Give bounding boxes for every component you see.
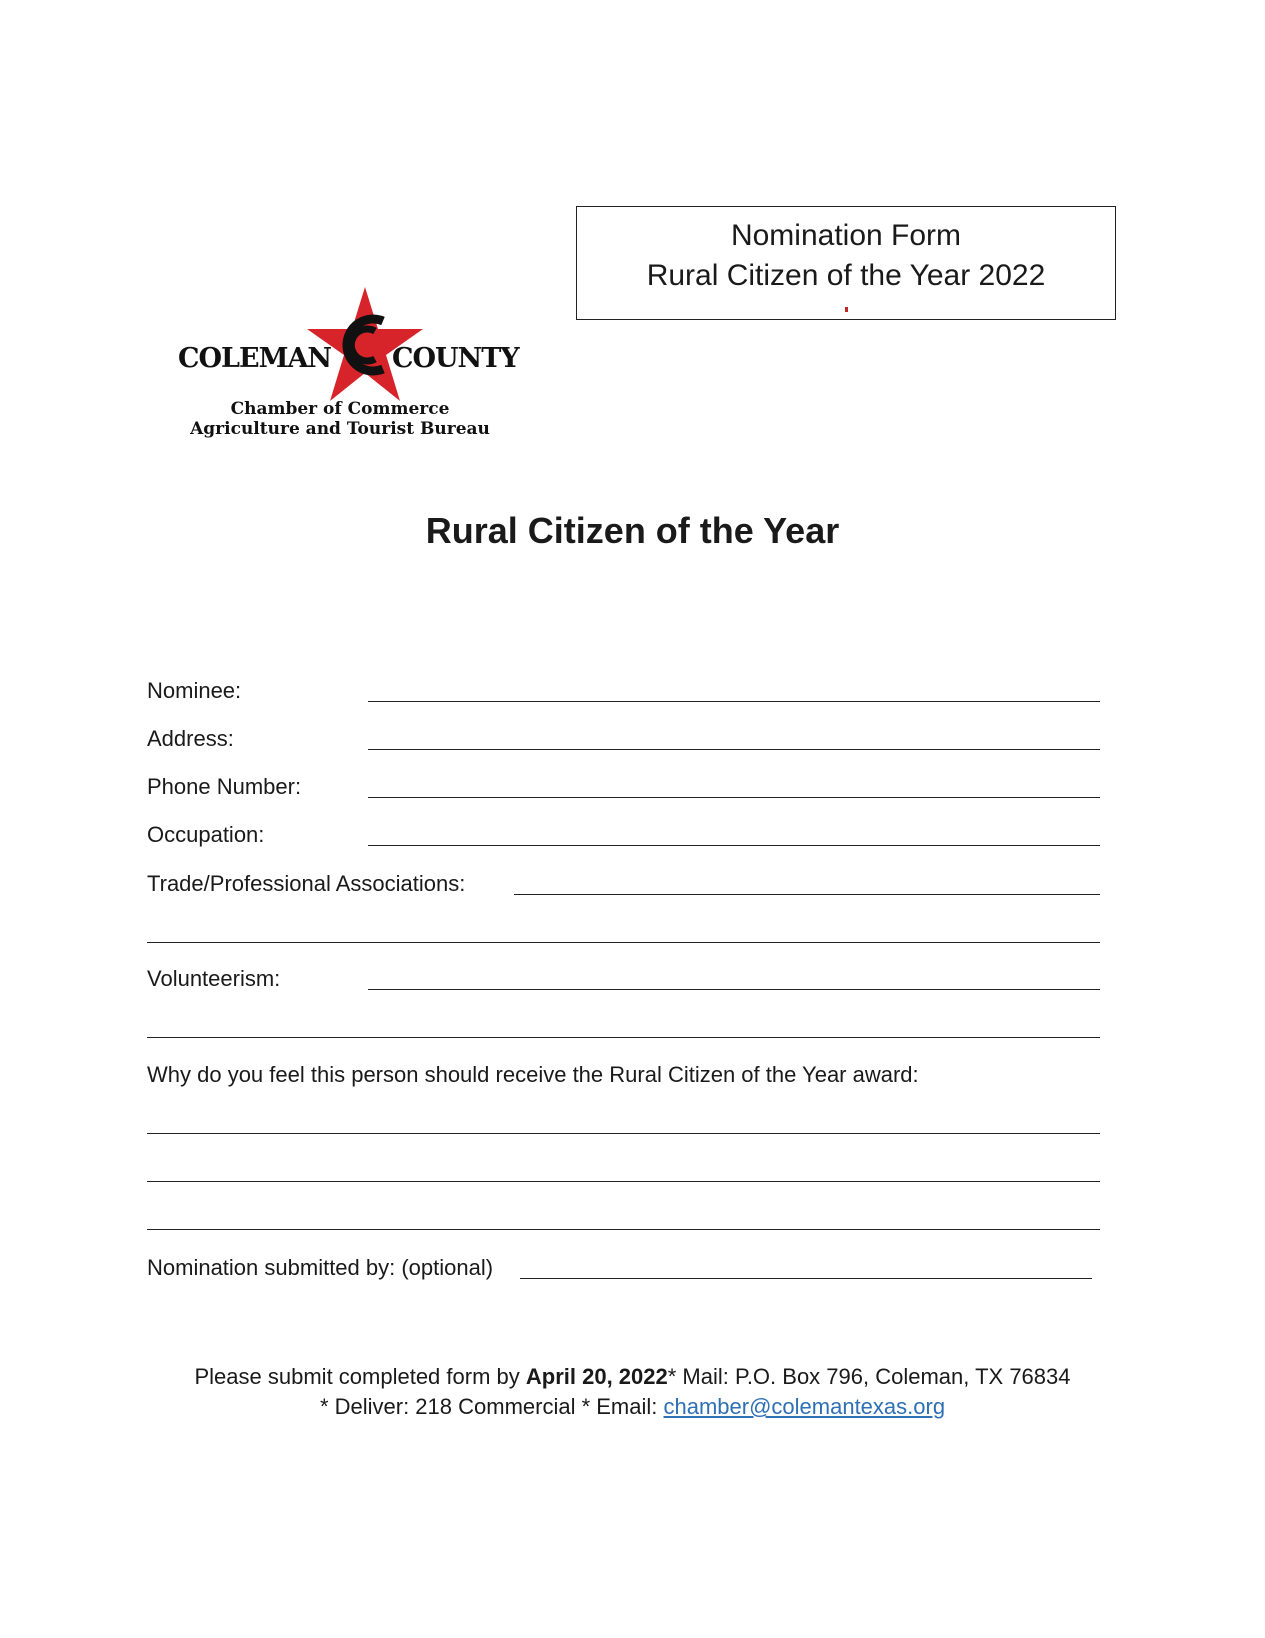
logo-subtitle-bureau: Agriculture and Tourist Bureau — [190, 419, 490, 439]
why-line-3[interactable] — [147, 1229, 1100, 1230]
address-line[interactable] — [368, 749, 1100, 750]
footer-deadline: April 20, 2022 — [525, 1364, 668, 1389]
nominee-label: Nominee: — [147, 678, 242, 703]
submitted-by-label: Nomination submitted by: (optional) — [147, 1255, 494, 1280]
footer-line-1 — [0, 1364, 1265, 1390]
logo-word-coleman: COLEMAN — [178, 343, 332, 374]
phone-line[interactable] — [368, 797, 1100, 798]
email-link[interactable]: chamber@colemantexas.org — [663, 1394, 946, 1419]
phone-label: Phone Number: — [147, 774, 302, 799]
why-line-1[interactable] — [147, 1133, 1100, 1134]
nominee-line[interactable] — [368, 701, 1100, 702]
title-box — [576, 206, 1116, 320]
why-label: Why do you feel this person should receive the Rural Citizen of the Year award: — [147, 1062, 919, 1087]
occupation-label: Occupation: — [147, 822, 265, 847]
associations-line-2[interactable] — [147, 942, 1100, 943]
volunteerism-line[interactable] — [368, 989, 1100, 990]
submitted-by-line[interactable] — [520, 1278, 1092, 1279]
footer-line-2 — [0, 1394, 1265, 1420]
associations-line[interactable] — [514, 894, 1100, 895]
associations-label: Trade/Professional Associations: — [147, 871, 466, 896]
footer-submit-text: Please submit completed form by — [194, 1364, 526, 1389]
address-label: Address: — [147, 726, 234, 751]
logo-word-county: COUNTY — [392, 343, 519, 374]
footer-deliver-text: * Deliver: 218 Commercial * Email: — [319, 1394, 664, 1419]
page-title: Rural Citizen of the Year — [425, 510, 840, 551]
occupation-line[interactable] — [368, 845, 1100, 846]
why-line-2[interactable] — [147, 1181, 1100, 1182]
coleman-county-logo — [170, 285, 519, 445]
footer-mail-text: * Mail: P.O. Box 796, Coleman, TX 76834 — [667, 1364, 1071, 1389]
form-title: Nomination Form — [730, 219, 962, 252]
volunteerism-label: Volunteerism: — [147, 966, 281, 991]
logo-subtitle-chamber: Chamber of Commerce — [230, 399, 450, 419]
ink-mark — [845, 307, 848, 312]
form-subtitle: Rural Citizen of the Year 2022 — [646, 259, 1046, 292]
volunteerism-line-2[interactable] — [147, 1037, 1100, 1038]
